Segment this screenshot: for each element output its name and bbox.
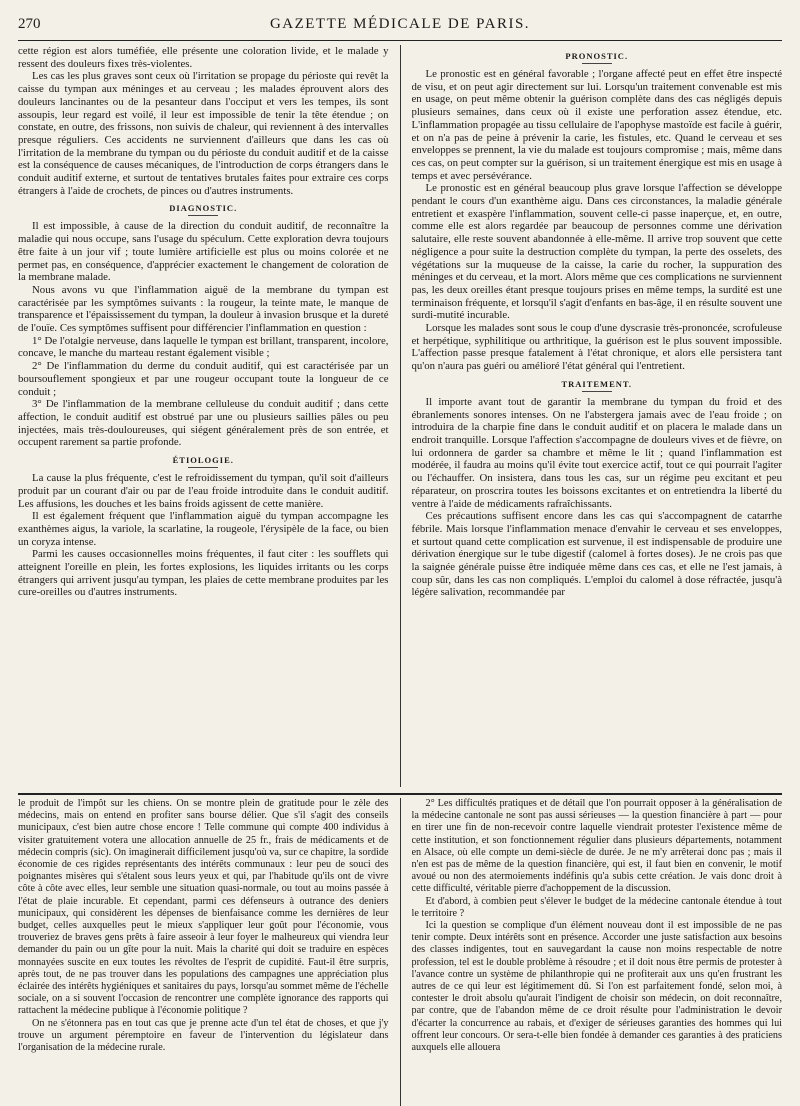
section-heading-traitement: TRAITEMENT. — [412, 379, 783, 392]
section-heading-etiologie: ÉTIOLOGIE. — [18, 455, 389, 468]
journal-title: GAZETTE MÉDICALE DE PARIS. — [269, 16, 531, 32]
paragraph: 3° De l'inflammation de la membrane celluleuse du conduit auditif ; dans cette affection, le conduit auditif est obstrué par une ou plusieurs saillies pâles ou peu injectées, mais très-douloureuses, qui siégent généralement près de son entrée, et occupent rarement sa partie profonde. — [18, 398, 389, 449]
paragraph: 1° De l'otalgie nerveuse, dans laquelle le tympan est brillant, transparent, incolore, concave, le manche du marteau restant également visible ; — [18, 334, 389, 360]
paragraph: Il est également fréquent que l'inflammation aiguë du tympan accompagne les exanthèmes aigus, la variole, la scarlatine, la rougeole, l'érysipèle de la face, ou bien un coryza intense. — [18, 510, 389, 548]
paragraph: Ici la question se complique d'un élément nouveau dont il est impossible de ne pas tenir compte. Deux intérêts sont en présence. Accorder une juste satisfaction aux besoins des classes indigentes, tout en sauvegardant la cause non moins respectable de notre profession, tel est le double problème à résoudre ; et il doit nous être permis de protester à l'avance contre un système de philanthropie qui ne profiterait aux uns qu'en frustrant les autres de ce qui leur est légitimement dû. Si l'on est parfaitement fondé, selon moi, à contester le droit absolu qu'aurait l'indigent de choisir son médecin, on doit reconnaître, par contre, que de l'abandon même de ce droit résulte pour l'administration le devoir d'écarter la concurrence au rabais, et d'exiger de sérieuses garanties des hommes qui lui offrent leur concours. Or sera-t-elle bien fondée à demander ces garanties à des praticiens auxquels elle allouera — [411, 920, 782, 1054]
paragraph: cette région est alors tuméfiée, elle présente une coloration livide, et le malade y ressent des douleurs fixes très-violentes. — [18, 45, 389, 70]
section-heading-diagnostic: DIAGNOSTIC. — [18, 203, 389, 216]
paragraph: Nous avons vu que l'inflammation aiguë de la membrane du tympan est caractérisée par les symptômes suivants : la rougeur, la teinte mate, le manque de transparence et l'épaississement du tympan, la douleur à invasion brusque et la dureté de l'ouïe. Ces symptômes suffisent pour différencier l'inflammation en question : — [18, 283, 389, 335]
lower-right-column — [412, 798, 783, 1106]
section-divider — [18, 793, 782, 795]
article-upper-section — [18, 45, 782, 787]
article-lower-section — [18, 798, 782, 1106]
paragraph: Parmi les causes occasionnelles moins fréquentes, il faut citer : les soufflets qui atteignent l'oreille en plein, les fortes explosions, les liquides irritants ou les corps étrangers qui arrivent jusqu'au tympan, les plaies de cette membrane produites par les cure-oreilles ou d'autres instruments. — [18, 548, 389, 599]
paragraph: 2° De l'inflammation du derme du conduit auditif, qui est caractérisée par un boursouflement spongieux et par une rougeur occupant toute la longueur de ce conduit ; — [18, 360, 389, 398]
paragraph: Le pronostic est en général beaucoup plus grave lorsque l'affection se développe pendant le cours d'un exanthème aigu. Dans ces circonstances, la maladie générale entretient et exaspère l'inflammation, souvent celle-ci passe inaperçue, et, en outre, comme elle est alors regardée par beaucoup de personnes comme une dérivation salutaire, elle reste souvent abandonnée à elle-même. Il arrive trop souvent que cette négligence a pour suite la destruction complète du tympan, la perte des osselets, des végétations sur la muqueuse de la caisse, la carie du rocher, la suppuration des méninges et du cerveau, et la mort. Alors même que ces complications ne surviennent pas, les deux oreilles étant presque toujours prises en même temps, la surdité est une terminaison fréquente, et lorsqu'il s'agit d'enfants en bas-âge, il en résulte souvent une surdi-mutité incurable. — [411, 182, 782, 322]
paragraph: Les cas les plus graves sont ceux où l'irritation se propage du périoste qui revêt la caisse du tympan aux méninges et au cerveau ; les malades éprouvent alors des douleurs lancinantes ou de la pesanteur dans l'occiput et vers les tempes, ils sont assoupis, leur regard est voilé, il leur est impossible de tenir la tête étendue ; on constate, en outre, des frissons, non suivis de chaleur, qui reviennent à des intervalles presque réguliers. Ces accidents ne surviennent d'ailleurs que dans les cas où l'irritation de la membrane du tympan ou du périoste du conduit auditif et de la caisse est la conséquence de causes mécaniques, de l'introduction de corps étrangers dans le conduit auditif externe, et surtout de tentatives brutales faites pour extraire ces corps étrangers à l'aide de crochets, de pinces ou d'autres instruments. — [18, 70, 389, 197]
page-number: 270 — [18, 16, 41, 32]
right-column — [412, 45, 783, 787]
paragraph: Lorsque les malades sont sous le coup d'une dyscrasie très-prononcée, scrofuleuse et herpétique, syphilitique ou arthritique, la guérison est le plus souvent impossible. L'affection passe presque fatalement à l'état chronique, et alors elle persistera tant qu'on n'aura pas guéri ou amélioré l'état général qui l'entretient. — [411, 322, 782, 373]
paragraph: Et d'abord, à combien peut s'élever le budget de la médecine cantonale étendue à tout le territoire ? — [411, 895, 782, 919]
left-column — [18, 45, 389, 787]
paragraph: le produit de l'impôt sur les chiens. On se montre plein de gratitude pour le zèle des médecins, mais on entend en profiter sans bourse délier. Que s'il s'agit des conseils municipaux, c'est bien autre chose encore ! Telle commune qui compte 400 individus à visiter gratuitement votera une allocation annuelle de 25 fr., frais de médicaments et de médecin compris (sic). On imaginerait difficilement jusqu'où va, sur ce chapitre, la sordide économie de ces rigides représentants des intérêts communaux : leur peu de souci des poignantes misères qui s'étalent sous leurs yeux et qui, par l'habitude qu'ils ont de vivre côte à côte avec elles, leur semble une situation quasi-normale, ou tout au moins passée à l'état de plaie incurable. Et cependant, parmi ces défenseurs à outrance des deniers municipaux, qui considèrent les dépenses de bienfaisance comme les dernières de leur budget, celles auxquelles peut le mieux s'appliquer leur goût pour l'économie, vous trouveriez de braves gens prêts à faire asseoir à leur foyer le malheureux qui viendra leur demander du pain ou un gîte pour la nuit. Mais la charité qui doit se traduire en espèces monnayées suscite en eux toutes les révoltes de l'esprit de cupidité. Faut-il être surpris, après tout, de ne pas trouver dans les populations des campagnes une appréciation plus éclairée des intérêts hygiéniques et sanitaires du pays, lorsqu'au sommet même de l'échelle sociale, on a si souvent l'occasion de rencontrer une complète ignorance des rapports qui rattachent la médecine publique à l'économie politique ? — [18, 798, 389, 1017]
column-divider — [400, 45, 401, 787]
paragraph: Ces précautions suffisent encore dans les cas qui s'accompagnent de catarrhe fébrile. Mais lorsque l'inflammation menace d'envahir le cerveau et ses enveloppes, et surtout quand cette complication est survenue, il est indispensable de produire une dérivation énergique sur le tube digestif (calomel à fortes doses). Je ne crois pas que la saignée générale puisse être indiquée même dans ces cas, et elle ne l'est jamais, à coup sûr, dans les cas non compliqués. L'emploi du calomel à dose réfractée, jusqu'à légère salivation, recommandée par — [411, 510, 782, 599]
paragraph: Il est impossible, à cause de la direction du conduit auditif, de reconnaître la maladie qui nous occupe, sans l'usage du spéculum. Cette exploration devra toujours être faite à un jour vif ; toute lumière artificielle est plus ou moins colorée et ne permet pas, en conséquence, d'apprécier exactement le changement de coloration de la membrane malade. — [18, 220, 389, 284]
paragraph: Le pronostic est en général favorable ; l'organe affecté peut en effet être inspecté de visu, et on peut agir directement sur lui. Lorsqu'un traitement convenable est mis en usage, on peut même obtenir la guérison complète dans des cas négligés depuis plusieurs semaines, dans ceux où il existe une perforation assez étendue, etc. L'inflammation propagée au tissu cellulaire de l'apophyse mastoïde est facile à guérir, et on n'a pas de peine à prévenir la carie, les fistules, etc. Quand le cerveau et ses enveloppes se prennent, la vie du malade est toujours compromise ; mais, même dans ces cas, on peut compter sur la guérison, si un traitement énergique est mis en usage à temps et avec persévérance. — [411, 68, 782, 182]
lower-left-column — [18, 798, 389, 1106]
paragraph: Il importe avant tout de garantir la membrane du tympan du froid et des ébranlements sonores intenses. On ne l'abstergera jamais avec de l'eau froide ; on introduira de la charpie fine dans le conduit auditif et on placera le malade dans un endroit tranquille. Lorsque l'affection s'accompagne de douleurs vives et de fièvre, on lui ordonnera de garder sa chambre et même le lit ; quand l'inflammation est modérée, il faudra au moins qu'il évite tout exercice actif, tout ce qui pourrait l'agiter ou l'échauffer. On insistera, dans tous les cas, sur un régime peu excitant et peu réparateur, on proscrira toutes les boissons excitantes et on entretiendra la liberté du ventre à l'aide de médicaments rafraîchissants. — [411, 395, 782, 510]
paragraph: 2° Les difficultés pratiques et de détail que l'on pourrait opposer à la généralisation de la médecine cantonale ne sont pas aussi sérieuses — la question financière à part — pour en tirer une fin de non-recevoir contre laquelle viendrait protester l'existence même de cette institution, et son fonctionnement régulier dans plusieurs départements, notamment en Alsace, où elle compte un demi-siècle de durée. Je ne m'y arrêterai donc pas ; mais il n'en est pas de même de la question financière, qui est, il faut bien en convenir, le motif avoué ou non des atermoiements indéfinis qu'a subis cette création. Je vais donc droit à cette difficulté, véritable pierre d'achoppement de la discussion. — [411, 798, 782, 895]
section-heading-pronostic: PRONOSTIC. — [412, 51, 783, 64]
paragraph: La cause la plus fréquente, c'est le refroidissement du tympan, qu'il soit d'ailleurs produit par un courant d'air ou par de l'eau froide introduite dans le conduit auditif. Les affusions, les douches et les bains froids agissent de cette manière. — [18, 472, 389, 510]
column-divider — [400, 798, 401, 1106]
page-header — [18, 16, 782, 41]
paragraph: On ne s'étonnera pas en tout cas que je prenne acte d'un tel état de choses, et que j'y trouve un argument péremptoire en faveur de l'intervention du législateur dans l'organisation de la médecine rurale. — [18, 1017, 389, 1054]
